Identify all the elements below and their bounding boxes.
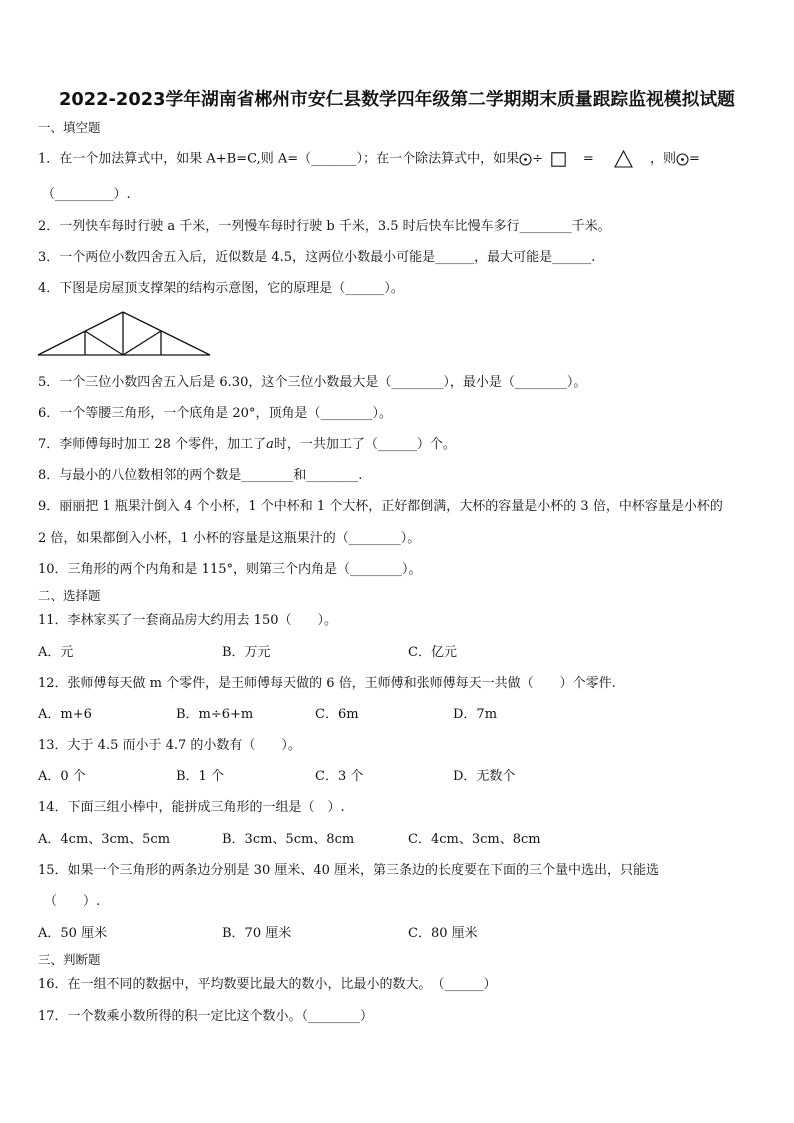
- question-6: 6．一个等腰三角形，一个底角是 20°，顶角是（________）。: [38, 406, 392, 421]
- triangle-icon: [614, 150, 633, 168]
- q1-line-2: （_________）.: [42, 187, 131, 202]
- q11-option-c: C．亿元: [408, 645, 457, 660]
- question-10: 10．三角形的两个内角和是 115°，则第三个内角是（________）。: [38, 562, 422, 577]
- roof-truss-diagram: [36, 310, 212, 358]
- question-7: [38, 436, 456, 454]
- q1-divide: ÷: [532, 151, 544, 167]
- q15-option-c: C．80 厘米: [408, 926, 478, 941]
- section-heading-fill: 一、填空题: [38, 120, 101, 135]
- q12-option-d: D．7m: [453, 707, 498, 722]
- q13-option-d: D．无数个: [453, 769, 516, 784]
- q15-option-b: B．70 厘米: [222, 926, 292, 941]
- q12-option-a: A．m+6: [38, 707, 92, 722]
- q11-option-a: A．元: [38, 645, 74, 660]
- question-17: 17．一个数乘小数所得的积一定比这个数小。（________）: [38, 1009, 374, 1024]
- question-9-line-2: 2 倍，如果都倒入小杯，1 小杯的容量是这瓶果汁的（________）。: [38, 531, 421, 546]
- q7-before: 7．李师傅每时加工 28 个零件，加工了: [38, 437, 267, 452]
- question-8: 8．与最小的八位数相邻的两个数是________和________.: [38, 468, 363, 483]
- section-heading-judge: 三、判断题: [38, 952, 101, 967]
- question-15-line-2: （ ）.: [44, 894, 101, 909]
- question-16: 16．在一组不同的数据中，平均数要比最大的数小，比最小的数大。 （______）: [38, 977, 497, 992]
- q14-option-c: C．4cm、3cm、8cm: [408, 832, 541, 847]
- question-4: 4．下图是房屋顶支撑架的结构示意图，它的原理是（______）。: [38, 281, 404, 296]
- square-icon: [551, 152, 566, 167]
- q14-option-b: B．3cm、5cm、8cm: [222, 832, 355, 847]
- q12-option-b: B．m÷6+m: [176, 707, 254, 722]
- question-12: 12．张师傅每天做 m 个零件，是王师傅每天做的 6 倍，王师傅和张师傅每天一共做（ ）个零件.: [38, 676, 616, 691]
- q11-option-b: B．万元: [222, 645, 271, 660]
- q13-option-b: B．1 个: [176, 769, 224, 784]
- question-11: 11．李林家买了一套商品房大约用去 150（ ）。: [38, 613, 337, 628]
- question-2: 2．一列快车每时行驶 a 千米，一列慢车每时行驶 b 千米，3.5 时后快车比慢车多行________千米。: [38, 219, 611, 234]
- q1-equals: =: [582, 151, 594, 167]
- circle-dot-icon: [676, 153, 689, 166]
- q1-then: ，则: [649, 151, 676, 167]
- question-3: 3．一个两位小数四舍五入后，近似数是 4.5，这两位小数最小可能是______，最大可能是______.: [38, 250, 596, 265]
- q7-variable: a: [266, 437, 274, 452]
- question-1: [38, 150, 700, 169]
- circle-dot-icon: [519, 153, 532, 166]
- section-heading-choice: 二、选择题: [38, 588, 101, 603]
- q12-option-c: C．6m: [315, 707, 359, 722]
- q1-equals-2: =: [689, 151, 700, 167]
- q7-after: 时，一共加工了（______）个。: [273, 437, 456, 452]
- page-title: 2022-2023学年湖南省郴州市安仁县数学四年级第二学期期末质量跟踪监视模拟试题: [59, 89, 735, 110]
- q13-option-a: A．0 个: [38, 769, 86, 784]
- question-15-line-1: 15．如果一个三角形的两条边分别是 30 厘米、40 厘米，第三条边的长度要在下面的三个量中选出，只能选: [38, 863, 660, 878]
- q13-option-c: C．3 个: [315, 769, 364, 784]
- question-9-line-1: 9．丽丽把 1 瓶果汁倒入 4 个小杯，1 个中杯和 1 个大杯，正好都倒满，大杯的容量是小杯的 3 倍，中杯容量是小杯的: [38, 499, 723, 514]
- question-14: 14．下面三组小棒中，能拼成三角形的一组是（ ）.: [38, 800, 345, 815]
- q14-option-a: A．4cm、3cm、5cm: [38, 832, 171, 847]
- question-5: 5．一个三位小数四舍五入后是 6.30，这个三位小数最大是（________），最小是（________）。: [38, 375, 587, 390]
- q1-text: 1．在一个加法算式中，如果 A+B=C,则 A=（_______）；在一个除法算式中，如果: [38, 151, 520, 167]
- q15-option-a: A．50 厘米: [38, 926, 108, 941]
- question-13: 13．大于 4.5 而小于 4.7 的小数有（ ）。: [38, 738, 301, 753]
